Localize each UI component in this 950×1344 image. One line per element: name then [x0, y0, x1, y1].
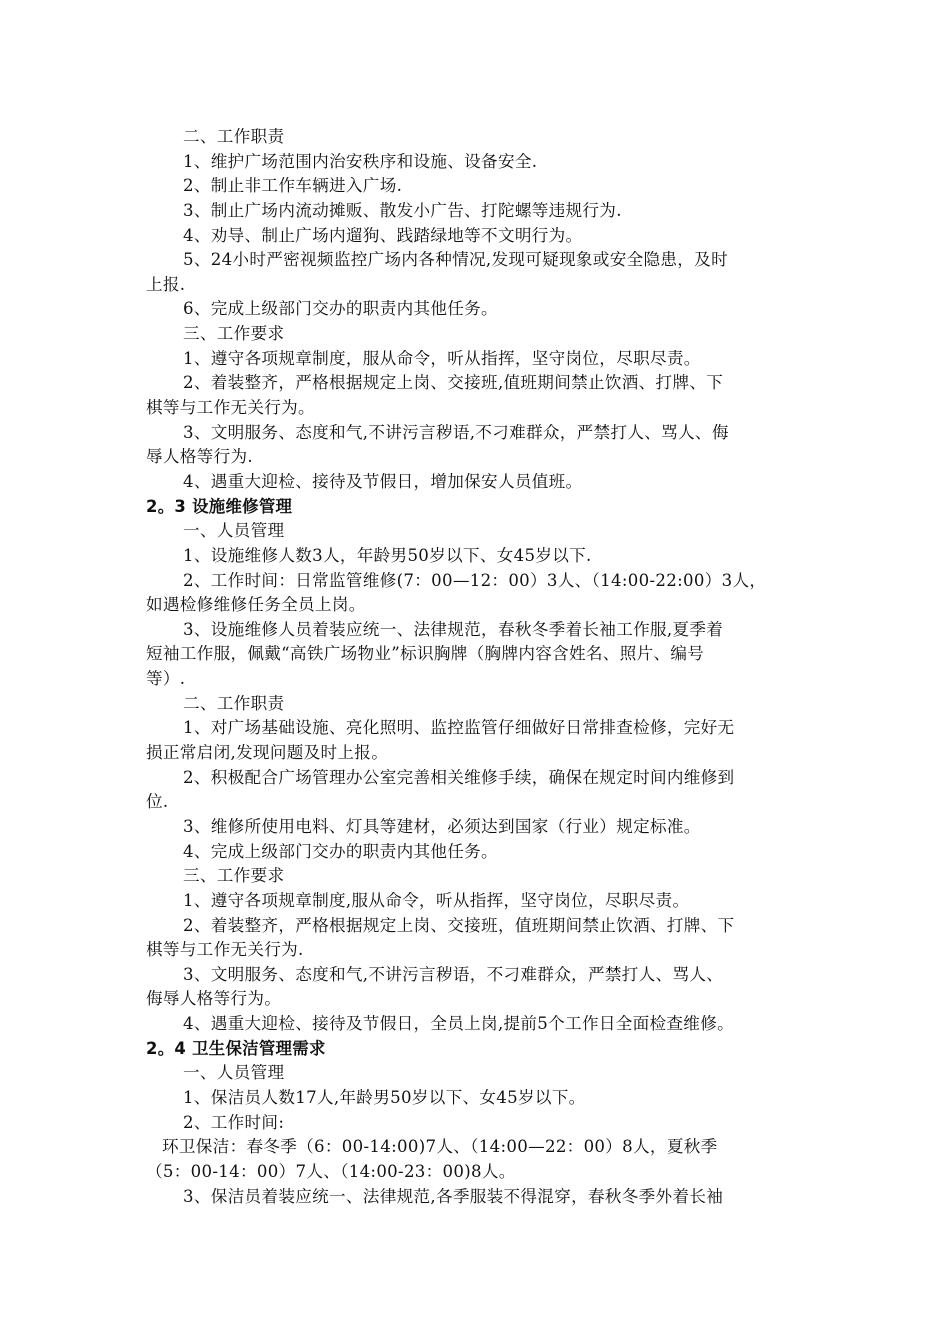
- section-heading: 2。4 卫生保洁管理需求: [146, 1038, 326, 1058]
- paragraph-line: 棋等与工作无关行为。: [146, 398, 315, 418]
- paragraph-line: 4、遇重大迎检、接待及节假日，增加保安人员值班。: [183, 471, 583, 491]
- paragraph-line: 2、着装整齐，严格根据规定上岗、交接班，值班期间禁止饮酒、打牌、下: [183, 915, 735, 935]
- paragraph-line: 1、对广场基础设施、亮化照明、监控监管仔细做好日常排查检修，完好无: [183, 718, 735, 738]
- paragraph-line: 3、文明服务、态度和气,不讲污言秽语,不刁难群众，严禁打人、骂人、侮: [183, 422, 729, 442]
- paragraph-line: 一、人员管理: [183, 1063, 285, 1083]
- paragraph-line: 1、设施维修人数3人，年龄男50岁以下、女45岁以下.: [183, 545, 592, 565]
- paragraph-line: 上报.: [146, 274, 186, 294]
- paragraph-line: 1、遵守各项规章制度，服从命令，听从指挥，坚守岗位，尽职尽责。: [183, 348, 701, 368]
- paragraph-line: 三、工作要求: [183, 866, 285, 886]
- paragraph-line: 4、完成上级部门交办的职责内其他任务。: [183, 841, 498, 861]
- paragraph-line: 损正常启闭,发现问题及时上报。: [146, 743, 389, 763]
- paragraph-line: 棋等与工作无关行为.: [146, 940, 304, 960]
- paragraph-line: 2、工作时间:: [183, 1112, 285, 1132]
- paragraph-line: 2、工作时间：日常监管维修(7：00—12：00）3人、（14:00-22:00）3人，: [183, 570, 767, 590]
- paragraph-line: 二、工作职责: [183, 693, 285, 713]
- paragraph-line: 二、工作职责: [183, 127, 285, 146]
- paragraph-line: （5：00-14：00）7人、（14:00-23：00)8人。: [146, 1161, 516, 1181]
- paragraph-line: 6、完成上级部门交办的职责内其他任务。: [183, 299, 498, 319]
- paragraph-line: 3、保洁员着装应统一、法律规范,各季服装不得混穿，春秋冬季外着长袖: [183, 1186, 724, 1206]
- paragraph-line: 5、24小时严密视频监控广场内各种情况,发现可疑现象或安全隐患，及时: [183, 250, 728, 270]
- document-page: [146, 125, 810, 1209]
- paragraph-line: 3、设施维修人员着装应统一、法律规范，春秋冬季着长袖工作服,夏季着: [183, 619, 724, 639]
- paragraph-line: 1、保洁员人数17人,年龄男50岁以下、女45岁以下。: [183, 1087, 586, 1107]
- paragraph-line: 3、制止广场内流动摊贩、散发小广告、打陀螺等违规行为.: [183, 200, 622, 220]
- paragraph-line: 1、遵守各项规章制度,服从命令，听从指挥，坚守岗位，尽职尽责。: [183, 890, 690, 910]
- paragraph-line: 1、维护广场范围内治安秩序和设施、设备安全.: [183, 151, 538, 171]
- paragraph-line: 三、工作要求: [183, 324, 285, 344]
- paragraph-line: 如遇检修维修任务全员上岗。: [146, 595, 366, 615]
- paragraph-line: 一、人员管理: [183, 521, 285, 541]
- paragraph-line: 4、遇重大迎检、接待及节假日，全员上岗,提前5个工作日全面检查维修。: [183, 1014, 734, 1034]
- paragraph-line: 短袖工作服，佩戴“高铁广场物业”标识胸牌（胸牌内容含姓名、照片、编号: [146, 644, 705, 664]
- paragraph-line: 辱人格等行为.: [146, 447, 253, 467]
- paragraph-line: 环卫保洁：春冬季（6：00-14:00)7人、（14:00—22：00）8人，夏秋季: [162, 1137, 718, 1157]
- paragraph-line: 3、维修所使用电料、灯具等建材，必须达到国家（行业）规定标准。: [183, 816, 701, 836]
- paragraph-line: 3、文明服务、态度和气,不讲污言秽语，不刁难群众，严禁打人、骂人、: [183, 964, 724, 984]
- paragraph-line: 2、着装整齐，严格根据规定上岗、交接班,值班期间禁止饮酒、打牌、下: [183, 373, 724, 393]
- paragraph-line: 2、积极配合广场管理办公室完善相关维修手续，确保在规定时间内维修到: [183, 767, 735, 787]
- paragraph-line: 等）.: [146, 669, 186, 689]
- section-heading: 2。3 设施维修管理: [146, 496, 293, 516]
- paragraph-line: 2、制止非工作车辆进入广场.: [183, 176, 403, 196]
- paragraph-line: 位.: [146, 792, 169, 812]
- paragraph-line: 侮辱人格等行为。: [146, 989, 282, 1009]
- paragraph-line: 4、劝导、制止广场内遛狗、践踏绿地等不文明行为。: [183, 225, 583, 245]
